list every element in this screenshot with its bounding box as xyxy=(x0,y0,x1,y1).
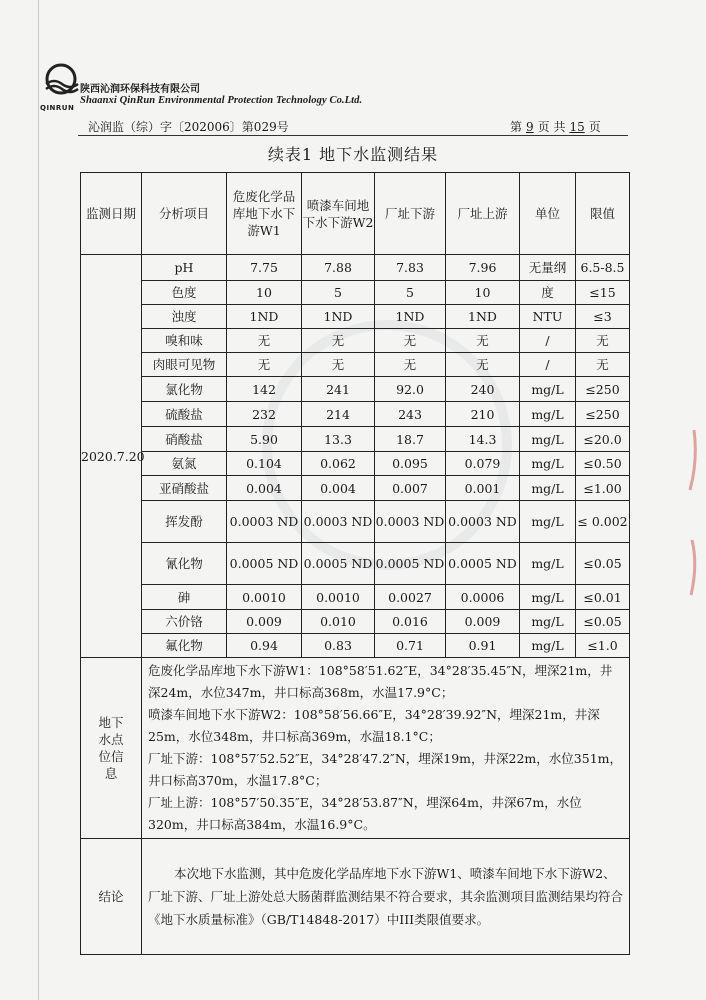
result-cell: ≤0.05 xyxy=(576,543,630,585)
qinrun-logo-icon xyxy=(40,62,80,104)
header-cell: 单位 xyxy=(520,173,576,255)
result-cell: / xyxy=(520,353,576,377)
table-row xyxy=(81,281,630,305)
result-cell: 0.0010 xyxy=(227,585,302,610)
result-cell: 0.0006 xyxy=(446,585,520,610)
header-row xyxy=(81,173,630,255)
result-cell: 0.83 xyxy=(302,634,375,658)
table-row xyxy=(81,543,630,585)
analysis-item-cell: pH xyxy=(142,255,227,281)
page-info xyxy=(510,118,601,135)
result-cell: 0.004 xyxy=(227,476,302,501)
result-cell: ≤ 0.002 xyxy=(576,501,630,543)
table-row xyxy=(81,255,630,281)
company-name-cn: 陕西沁润环保科技有限公司 xyxy=(80,84,200,95)
result-cell: 1ND xyxy=(302,305,375,329)
result-cell: 无 xyxy=(227,353,302,377)
table-body xyxy=(81,173,630,955)
result-cell: 6.5-8.5 xyxy=(576,255,630,281)
result-cell: 10 xyxy=(227,281,302,305)
result-cell: ≤250 xyxy=(576,402,630,427)
table-row xyxy=(81,585,630,610)
result-cell: 无 xyxy=(576,329,630,353)
result-cell: 0.0003 ND xyxy=(375,501,446,543)
analysis-item-cell: 砷 xyxy=(142,585,227,610)
analysis-item-cell: 嗅和味 xyxy=(142,329,227,353)
result-cell: 无 xyxy=(446,353,520,377)
result-cell: 无 xyxy=(375,353,446,377)
table-row xyxy=(81,353,630,377)
result-cell: mg/L xyxy=(520,543,576,585)
result-cell: 0.010 xyxy=(302,610,375,634)
result-cell: 无 xyxy=(446,329,520,353)
result-cell: 0.0005 ND xyxy=(302,543,375,585)
result-cell: 142 xyxy=(227,377,302,402)
result-cell: 0.0003 ND xyxy=(227,501,302,543)
location-line: 喷漆车间地下水下游W2：108°58′56.66″E，34°28′39.92″N，埋深21m，井深25m，水位348m，井口标高369m，水温18.1°C； xyxy=(148,707,600,744)
result-cell: 0.062 xyxy=(302,452,375,476)
result-cell: 0.0003 ND xyxy=(446,501,520,543)
result-cell: 0.009 xyxy=(446,610,520,634)
location-label: 地下水点位信息 xyxy=(81,658,142,839)
result-cell: ≤0.50 xyxy=(576,452,630,476)
result-cell: mg/L xyxy=(520,634,576,658)
result-cell: mg/L xyxy=(520,610,576,634)
location-line: 厂址上游：108°57′50.35″E，34°28′53.87″N，埋深64m，井深67m，水位320m，井口标高384m，水温16.9°C。 xyxy=(148,795,582,832)
result-cell: 0.0005 ND xyxy=(375,543,446,585)
result-cell: mg/L xyxy=(520,501,576,543)
result-cell: 0.0027 xyxy=(375,585,446,610)
location-line: 厂址下游：108°57′52.52″E，34°28′47.2″N，埋深19m，井深22m，水位351m，井口标高370m，水温17.8°C； xyxy=(148,751,622,788)
location-info-cell xyxy=(142,658,630,839)
result-cell: 5 xyxy=(375,281,446,305)
page-mid: 页 共 xyxy=(537,120,566,134)
result-cell: 0.079 xyxy=(446,452,520,476)
location-row xyxy=(81,658,630,839)
conclusion-text: 本次地下水监测，其中危废化学品库地下水下游W1、喷漆车间地下水下游W2、厂址下游、厂址上游处总大肠菌群监测结果不符合要求，其余监测项目监测结果均符合《地下水质量标准》（GB/T14848-2017）中III类限值要求。 xyxy=(142,839,630,955)
result-cell: 无 xyxy=(302,329,375,353)
location-line: 危废化学品库地下水下游W1：108°58′51.62″E，34°28′35.45″N，埋深21m，井深24m，水位347m，井口标高368m，水温17.9°C； xyxy=(148,663,613,700)
result-cell: 0.0005 ND xyxy=(227,543,302,585)
table-row xyxy=(81,305,630,329)
analysis-item-cell: 肉眼可见物 xyxy=(142,353,227,377)
result-cell: 18.7 xyxy=(375,427,446,452)
result-cell: 7.96 xyxy=(446,255,520,281)
table-row xyxy=(81,501,630,543)
result-cell: 1ND xyxy=(227,305,302,329)
result-cell: ≤0.01 xyxy=(576,585,630,610)
result-cell: 92.0 xyxy=(375,377,446,402)
result-cell: 0.004 xyxy=(302,476,375,501)
table-row xyxy=(81,402,630,427)
analysis-item-cell: 氯化物 xyxy=(142,377,227,402)
result-cell: 0.095 xyxy=(375,452,446,476)
company-name-en: Shaanxi QinRun Environmental Protection Technology Co.Ltd. xyxy=(80,95,363,106)
table-row xyxy=(81,377,630,402)
result-cell: 7.75 xyxy=(227,255,302,281)
table-row xyxy=(81,634,630,658)
table-title: 续表1 地下水监测结果 xyxy=(267,145,439,164)
table-row xyxy=(81,610,630,634)
analysis-item-cell: 六价铬 xyxy=(142,610,227,634)
result-cell: ≤250 xyxy=(576,377,630,402)
result-cell: 241 xyxy=(302,377,375,402)
result-cell: mg/L xyxy=(520,585,576,610)
result-cell: 0.91 xyxy=(446,634,520,658)
result-cell: 度 xyxy=(520,281,576,305)
header-cell: 厂址上游 xyxy=(446,173,520,255)
conclusion-row xyxy=(81,839,630,955)
result-cell: 0.0003 ND xyxy=(302,501,375,543)
result-cell: 1ND xyxy=(446,305,520,329)
analysis-item-cell: 氟化物 xyxy=(142,634,227,658)
result-cell: mg/L xyxy=(520,452,576,476)
result-cell: 210 xyxy=(446,402,520,427)
table-row xyxy=(81,329,630,353)
result-cell: ≤0.05 xyxy=(576,610,630,634)
header-cell: 危废化学品库地下水下游W1 xyxy=(227,173,302,255)
page-current: 9 xyxy=(526,120,534,134)
result-cell: 240 xyxy=(446,377,520,402)
header-cell: 厂址下游 xyxy=(375,173,446,255)
result-cell: 无 xyxy=(302,353,375,377)
analysis-item-cell: 亚硝酸盐 xyxy=(142,476,227,501)
result-cell: 无量纲 xyxy=(520,255,576,281)
analysis-item-cell: 氰化物 xyxy=(142,543,227,585)
result-cell: 10 xyxy=(446,281,520,305)
result-cell: 214 xyxy=(302,402,375,427)
header-cell: 监测日期 xyxy=(81,173,142,255)
result-cell: ≤20.0 xyxy=(576,427,630,452)
page-total: 15 xyxy=(569,120,585,134)
result-cell: 无 xyxy=(227,329,302,353)
result-cell: 1ND xyxy=(375,305,446,329)
analysis-item-cell: 浊度 xyxy=(142,305,227,329)
result-cell: 0.016 xyxy=(375,610,446,634)
result-cell: 0.007 xyxy=(375,476,446,501)
result-cell: 0.0005 ND xyxy=(446,543,520,585)
result-cell: ≤1.00 xyxy=(576,476,630,501)
analysis-item-cell: 色度 xyxy=(142,281,227,305)
table-row xyxy=(81,427,630,452)
result-cell: mg/L xyxy=(520,402,576,427)
result-cell: mg/L xyxy=(520,476,576,501)
result-cell: 无 xyxy=(576,353,630,377)
groundwater-results-table xyxy=(80,172,630,955)
logo-wordmark: QINRUN xyxy=(40,104,75,112)
header-cell: 分析项目 xyxy=(142,173,227,255)
result-cell: ≤1.0 xyxy=(576,634,630,658)
result-cell: 无 xyxy=(375,329,446,353)
result-cell: 0.104 xyxy=(227,452,302,476)
header-cell: 喷漆车间地下水下游W2 xyxy=(302,173,375,255)
result-cell: mg/L xyxy=(520,377,576,402)
result-cell: 14.3 xyxy=(446,427,520,452)
result-cell: / xyxy=(520,329,576,353)
result-cell: 7.88 xyxy=(302,255,375,281)
conclusion-label: 结论 xyxy=(81,839,142,955)
stamp-edge-mark xyxy=(686,430,700,600)
table-row xyxy=(81,476,630,501)
document-number: 沁润监（综）字〔202006〕第029号 xyxy=(88,120,289,134)
result-cell: ≤15 xyxy=(576,281,630,305)
result-cell: 0.001 xyxy=(446,476,520,501)
result-cell: 7.83 xyxy=(375,255,446,281)
result-cell: 0.94 xyxy=(227,634,302,658)
analysis-item-cell: 硝酸盐 xyxy=(142,427,227,452)
result-cell: ≤3 xyxy=(576,305,630,329)
header-cell: 限值 xyxy=(576,173,630,255)
analysis-item-cell: 硫酸盐 xyxy=(142,402,227,427)
result-cell: 0.71 xyxy=(375,634,446,658)
result-cell: 13.3 xyxy=(302,427,375,452)
analysis-item-cell: 挥发酚 xyxy=(142,501,227,543)
page-prefix: 第 xyxy=(510,120,523,134)
result-cell: 243 xyxy=(375,402,446,427)
table-row xyxy=(81,452,630,476)
page-suffix: 页 xyxy=(588,120,601,134)
header-rule xyxy=(78,135,628,136)
analysis-item-cell: 氨氮 xyxy=(142,452,227,476)
result-cell: NTU xyxy=(520,305,576,329)
monitoring-date-cell: 2020.7.20 xyxy=(81,255,142,658)
result-cell: 5.90 xyxy=(227,427,302,452)
result-cell: 232 xyxy=(227,402,302,427)
result-cell: mg/L xyxy=(520,427,576,452)
result-cell: 5 xyxy=(302,281,375,305)
result-cell: 0.009 xyxy=(227,610,302,634)
result-cell: 0.0010 xyxy=(302,585,375,610)
